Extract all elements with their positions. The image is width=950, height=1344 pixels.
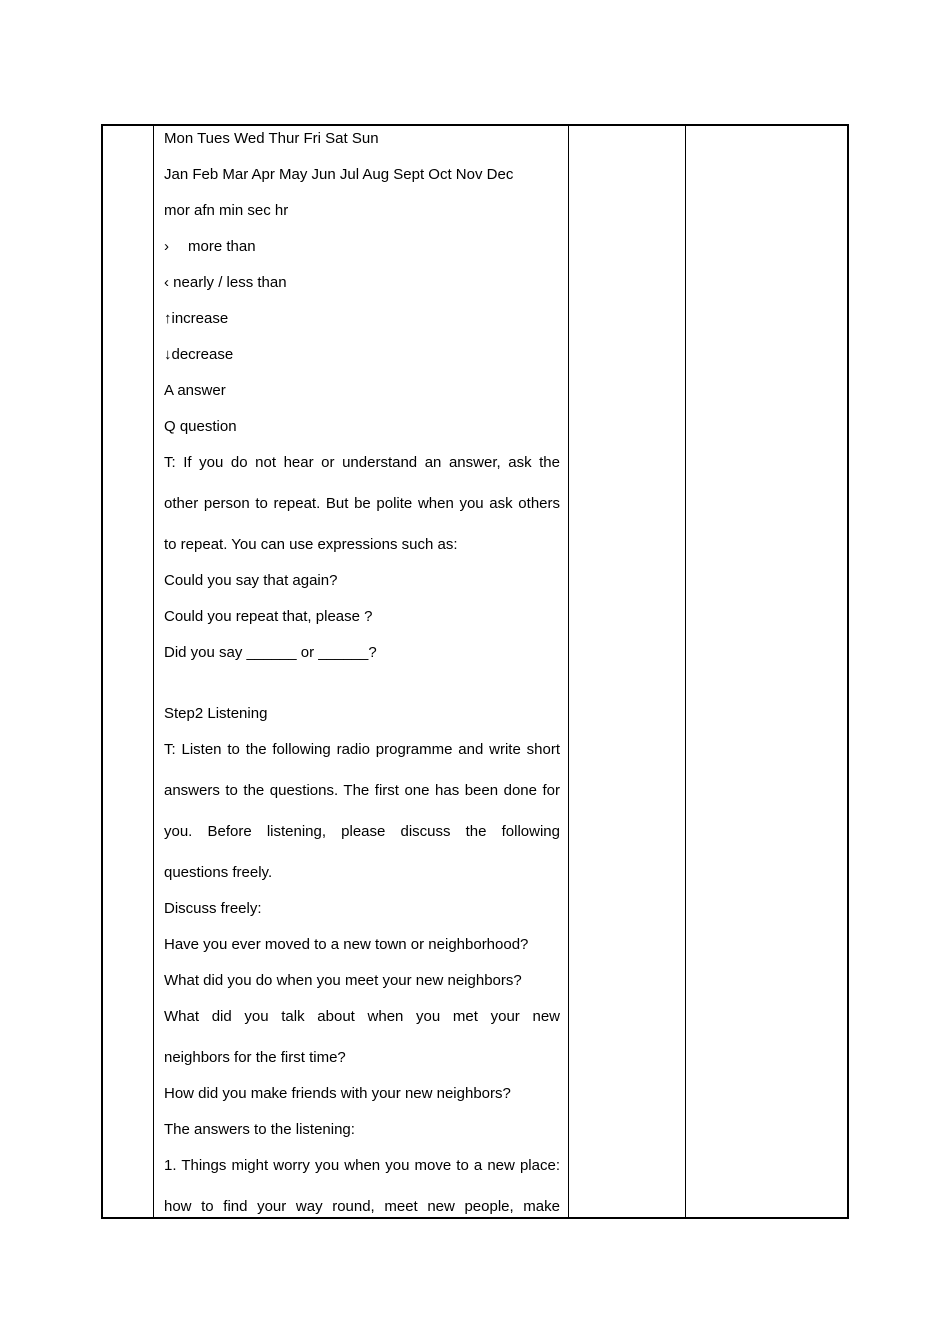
lesson-table [101, 124, 849, 1219]
lesson-content-cell [164, 126, 560, 1217]
down-arrow-icon: ↓ [164, 346, 172, 363]
discussion-question-2: What did you do when you meet your new neighbors? [164, 972, 522, 989]
up-arrow-icon: ↑ [164, 310, 172, 327]
listening-note-line-4: questions freely. [164, 864, 273, 881]
expression-1: Could you say that again? [164, 572, 338, 589]
discussion-question-3-line-1: What did you talk about when you met your new [164, 1008, 560, 1025]
column-divider-2 [568, 126, 569, 1217]
discussion-question-1: Have you ever moved to a new town or neighborhood? [164, 936, 529, 953]
less-than-line [164, 273, 560, 293]
time-abbreviations: mor afn min sec hr [164, 202, 289, 219]
column-divider-1 [153, 126, 154, 1217]
column-divider-3 [685, 126, 686, 1217]
discuss-heading: Discuss freely: [164, 900, 262, 917]
question-abbr: Q question [164, 418, 237, 435]
more-than-line [164, 237, 560, 257]
answers-heading: The answers to the listening: [164, 1121, 355, 1138]
answer-1-line-2: how to find your way round, meet new people, make [164, 1198, 560, 1215]
decrease-line [164, 345, 560, 365]
listening-note-line-3: you. Before listening, please discuss the following [164, 823, 560, 840]
teacher-note-line-2: other person to repeat. But be polite when you ask others [164, 495, 560, 512]
answer-1-line-1: 1. Things might worry you when you move to a new place: [164, 1157, 560, 1174]
decrease-text: decrease [171, 346, 234, 363]
discussion-question-3-line-2: neighbors for the first time? [164, 1049, 346, 1066]
expression-3: Did you say ______ or ______? [164, 644, 377, 661]
teacher-note-line-1: T: If you do not hear or understand an answer, ask the [164, 454, 560, 471]
more-than-text: more than [188, 238, 256, 255]
listening-note-line-1: T: Listen to the following radio programme and write short [164, 741, 560, 758]
less-than-text: nearly / less than [173, 274, 287, 291]
increase-text: increase [171, 310, 229, 327]
less-than-symbol: ‹ [164, 274, 169, 291]
answer-abbr: A answer [164, 382, 226, 399]
months-abbreviations: Jan Feb Mar Apr May Jun Jul Aug Sept Oct Nov Dec [164, 166, 514, 183]
teacher-note-line-3: to repeat. You can use expressions such as: [164, 536, 458, 553]
listening-note-line-2: answers to the questions. The first one has been done for [164, 782, 560, 799]
increase-line [164, 309, 560, 329]
days-abbreviations: Mon Tues Wed Thur Fri Sat Sun [164, 130, 379, 147]
more-than-symbol: › [164, 238, 169, 255]
discussion-question-4: How did you make friends with your new neighbors? [164, 1085, 511, 1102]
expression-2: Could you repeat that, please ? [164, 608, 373, 625]
step2-heading: Step2 Listening [164, 705, 268, 722]
